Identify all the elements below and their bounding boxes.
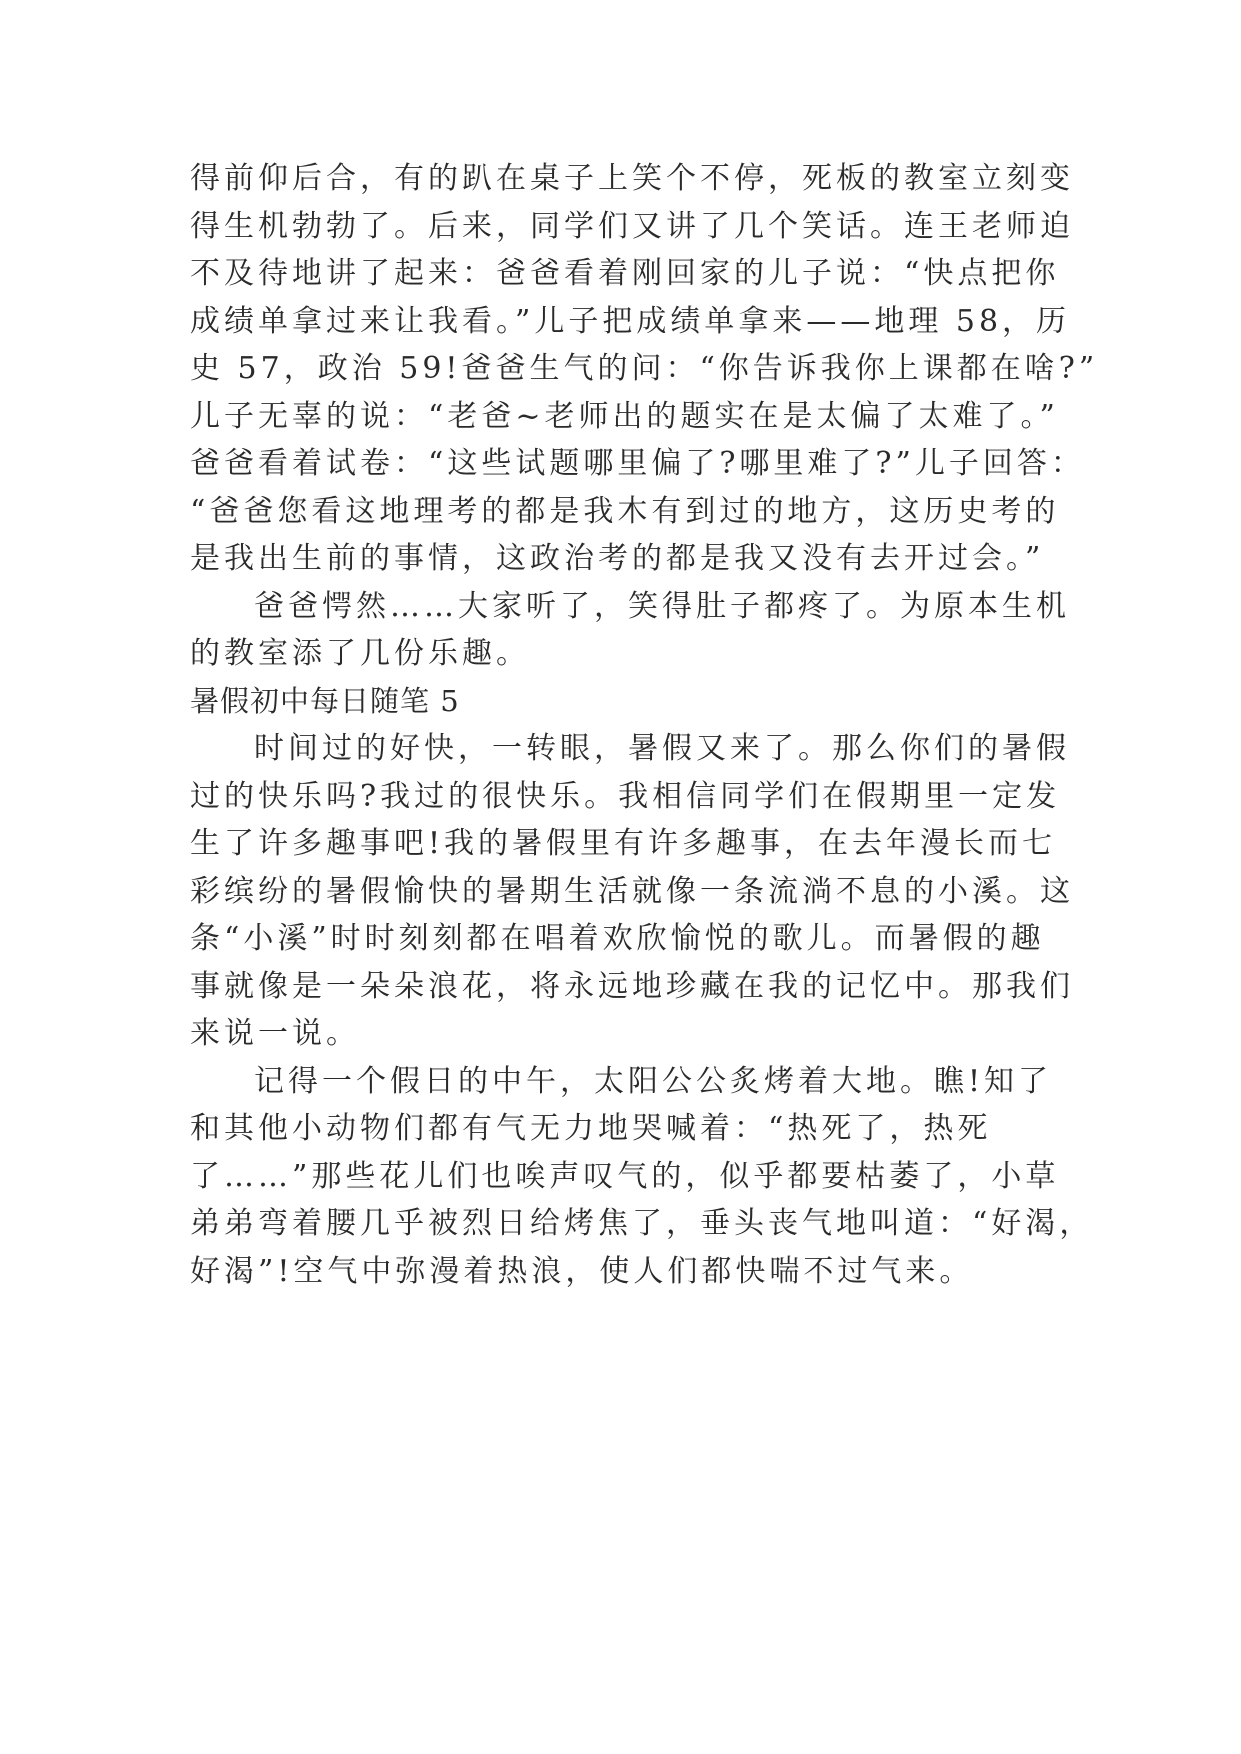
text-line: 来说一说。 [190,1016,360,1051]
text-line: 时间过的好快，一转眼，暑假又来了。那么你们的暑假 [254,731,1070,766]
text-line: 弟弟弯着腰几乎被烈日给烤焦了，垂头丧气地叫道：“好渴， [190,1206,1094,1241]
text-line: 记得一个假日的中午，太阳公公炙烤着大地。瞧!知了 [254,1063,1053,1099]
text-line: 爸爸愕然……大家听了，笑得肚子都疼了。为原本生机 [254,588,1070,624]
text-line: 成绩单拿过来让我看。”儿子把成绩单拿来——地理 58，历 [190,303,1071,339]
text-line: 条“小溪”时时刻刻都在唱着欢欣愉悦的歌儿。而暑假的趣 [190,921,1045,956]
paragraph-2 [190,583,1090,678]
paragraph-3 [190,725,1090,1058]
text-line: 了……”那些花儿们也唉声叹气的，似乎都要枯萎了，小草 [190,1158,1060,1194]
text-line: 儿子无辜的说：“老爸~老师出的题实在是太偏了太难了。” [190,398,1059,434]
text-line: 不及待地讲了起来：爸爸看着刚回家的儿子说：“快点把你 [190,256,1060,291]
text-line: 史 57，政治 59!爸爸生气的问：“你告诉我你上课都在啥?” [190,351,1099,386]
paragraph-1 [190,155,1099,583]
text-line: 彩缤纷的暑假愉快的暑期生活就像一条流淌不息的小溪。这 [190,873,1074,909]
text-line: 生了许多趣事吧!我的暑假里有许多趣事，在去年漫长而七 [190,826,1057,861]
text-line: 事就像是一朵朵浪花，将永远地珍藏在我的记忆中。那我们 [190,968,1074,1004]
text-line: 爸爸看着试卷：“这些试题哪里偏了?哪里难了?”儿子回答： [190,446,1085,481]
text-line: 好渴”!空气中弥漫着热浪，使人们都快喘不过气来。 [190,1253,974,1289]
text-line: “爸爸您看这地理考的都是我木有到过的地方，这历史考的 [190,493,1060,529]
text-line: 过的快乐吗?我过的很快乐。我相信同学们在假期里一定发 [190,778,1061,814]
text-line: 的教室添了几份乐趣。 [190,636,530,671]
text-line: 是我出生前的事情，这政治考的都是我又没有去开过会。” [190,541,1045,576]
text-line: 得生机勃勃了。后来，同学们又讲了几个笑话。连王老师迫 [190,208,1074,244]
section-heading: 暑假初中每日随笔 5 [190,683,460,718]
text-line: 和其他小动物们都有气无力地哭喊着：“热死了，热死 [190,1111,992,1146]
paragraph-4 [190,1058,1094,1296]
text-line: 得前仰后合，有的趴在桌子上笑个不停，死板的教室立刻变 [190,161,1074,196]
document-body [190,155,1099,1295]
